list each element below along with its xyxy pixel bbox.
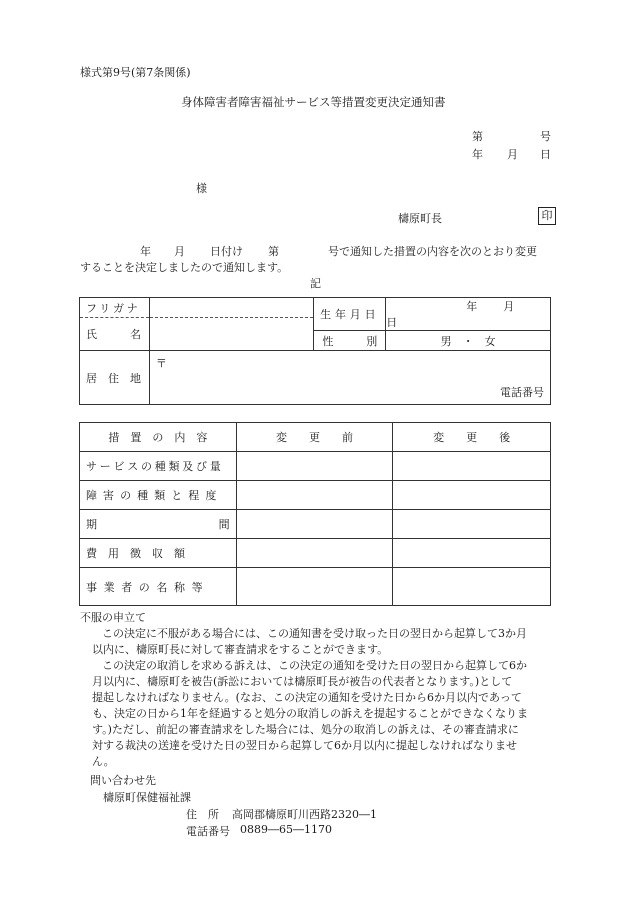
doc-number-suffix: 号 <box>540 130 551 143</box>
sex-label: 性 別 <box>314 331 386 351</box>
period-after-field[interactable] <box>393 510 551 539</box>
appeal-line: この決定の取消しを求める訴えは、この決定の通知を受けた日の翌日から起算して6か <box>102 659 527 672</box>
birth-month: 月 <box>503 300 515 313</box>
name-field[interactable] <box>149 318 313 351</box>
person-table <box>79 297 551 405</box>
intro-year: 年 <box>140 245 151 258</box>
appeal-line: この決定に不服がある場合には、この通知書を受け取った日の翌日から起算して3か月 <box>102 627 527 640</box>
disability-after-field[interactable] <box>393 481 551 510</box>
page-title: 身体障害者障害福祉サービス等措置変更決定通知書 <box>181 95 446 109</box>
addressee-suffix: 様 <box>196 182 207 195</box>
appeal-line: 以内に、檮原町長に対して審査請求をすることができます。 <box>92 643 389 656</box>
appeal-line: 月以内に、檮原町を被告(訴訟においては檮原町長が被告の代表者となります。)として <box>92 675 513 688</box>
doc-number-label: 第 <box>472 130 483 143</box>
period-before-field[interactable] <box>236 510 393 539</box>
service-after-field[interactable] <box>393 452 551 481</box>
appeal-line: す。)ただし、前記の審査請求をした場合には、処分の取消しの訴えは、その審査請求に <box>92 723 519 736</box>
row-label-disability: 障害の種類と程度 <box>80 481 237 510</box>
address-label: 居 住 地 <box>80 351 150 405</box>
contact-address: 高岡郡檮原町川西路2320―1 <box>232 808 377 821</box>
fee-after-field[interactable] <box>393 539 551 568</box>
header-measure-content: 措 置 の 内 容 <box>80 423 237 452</box>
row-label-period <box>80 510 237 539</box>
seal-mark: 印 <box>538 207 556 225</box>
row-label-provider: 事業者の名称等 <box>80 568 237 606</box>
appeal-line: ん。 <box>92 755 115 768</box>
provider-before-field[interactable] <box>236 568 393 606</box>
contact-phone-label: 電話番号 <box>186 825 230 838</box>
appeal-line: 対する裁決の送達を受けた日の翌日から起算して6か月以内に提起しなければなりませ <box>92 739 517 752</box>
furigana-field[interactable] <box>149 298 313 318</box>
date-month: 月 <box>507 148 518 161</box>
address-field[interactable] <box>149 351 550 405</box>
disability-before-field[interactable] <box>236 481 393 510</box>
provider-after-field[interactable] <box>393 568 551 606</box>
furigana-label: フリガナ <box>80 298 150 318</box>
postal-mark: 〒 <box>155 357 167 370</box>
appeal-heading: 不服の申立て <box>80 611 146 624</box>
issuer: 檮原町長 <box>398 212 442 225</box>
service-before-field[interactable] <box>236 452 393 481</box>
birth-day: 日 <box>386 316 398 329</box>
appeal-body <box>80 626 552 770</box>
birth-year: 年 <box>466 300 478 313</box>
name-label: 氏 名 <box>80 318 150 351</box>
birth-label: 生年月日 <box>314 298 386 331</box>
intro-month: 月 <box>174 245 185 258</box>
phone-label: 電話番号 <box>500 386 544 399</box>
period-label-left: 期 <box>86 518 97 531</box>
contact-heading: 問い合わせ先 <box>90 774 156 787</box>
date-year: 年 <box>472 148 483 161</box>
contact-address-label: 住 所 <box>186 808 219 821</box>
row-label-service: サービスの種類及び量 <box>80 452 237 481</box>
birth-value[interactable] <box>386 298 551 331</box>
sex-value[interactable]: 男 ・ 女 <box>386 331 551 351</box>
fee-before-field[interactable] <box>236 539 393 568</box>
intro-line2: することを決定しましたので通知します。 <box>80 261 289 274</box>
header-before-change: 変 更 前 <box>236 423 393 452</box>
header-after-change: 変 更 後 <box>393 423 551 452</box>
appeal-line: 提起しなければなりません。(なお、この決定の通知を受けた日から6か月以内であって <box>92 691 522 704</box>
intro-rest: 号で通知した措置の内容を次のとおり変更 <box>328 245 537 258</box>
period-label-right: 間 <box>218 518 230 531</box>
appeal-line: も、決定の日から1年を経過すると処分の取消しの訴えを提起することができなくなりま <box>92 707 528 720</box>
contact-department: 檮原町保健福祉課 <box>103 791 191 804</box>
contact-phone: 0889―65―1170 <box>240 823 332 836</box>
date-day: 日 <box>540 148 551 161</box>
intro-no-prefix: 第 <box>268 245 279 258</box>
intro-date-suffix: 日付け <box>210 245 243 258</box>
change-table <box>79 422 551 606</box>
row-label-fee: 費 用 徴 収 額 <box>80 539 237 568</box>
ki-mark: 記 <box>310 277 321 290</box>
form-number: 様式第9号(第7条関係) <box>80 66 191 79</box>
